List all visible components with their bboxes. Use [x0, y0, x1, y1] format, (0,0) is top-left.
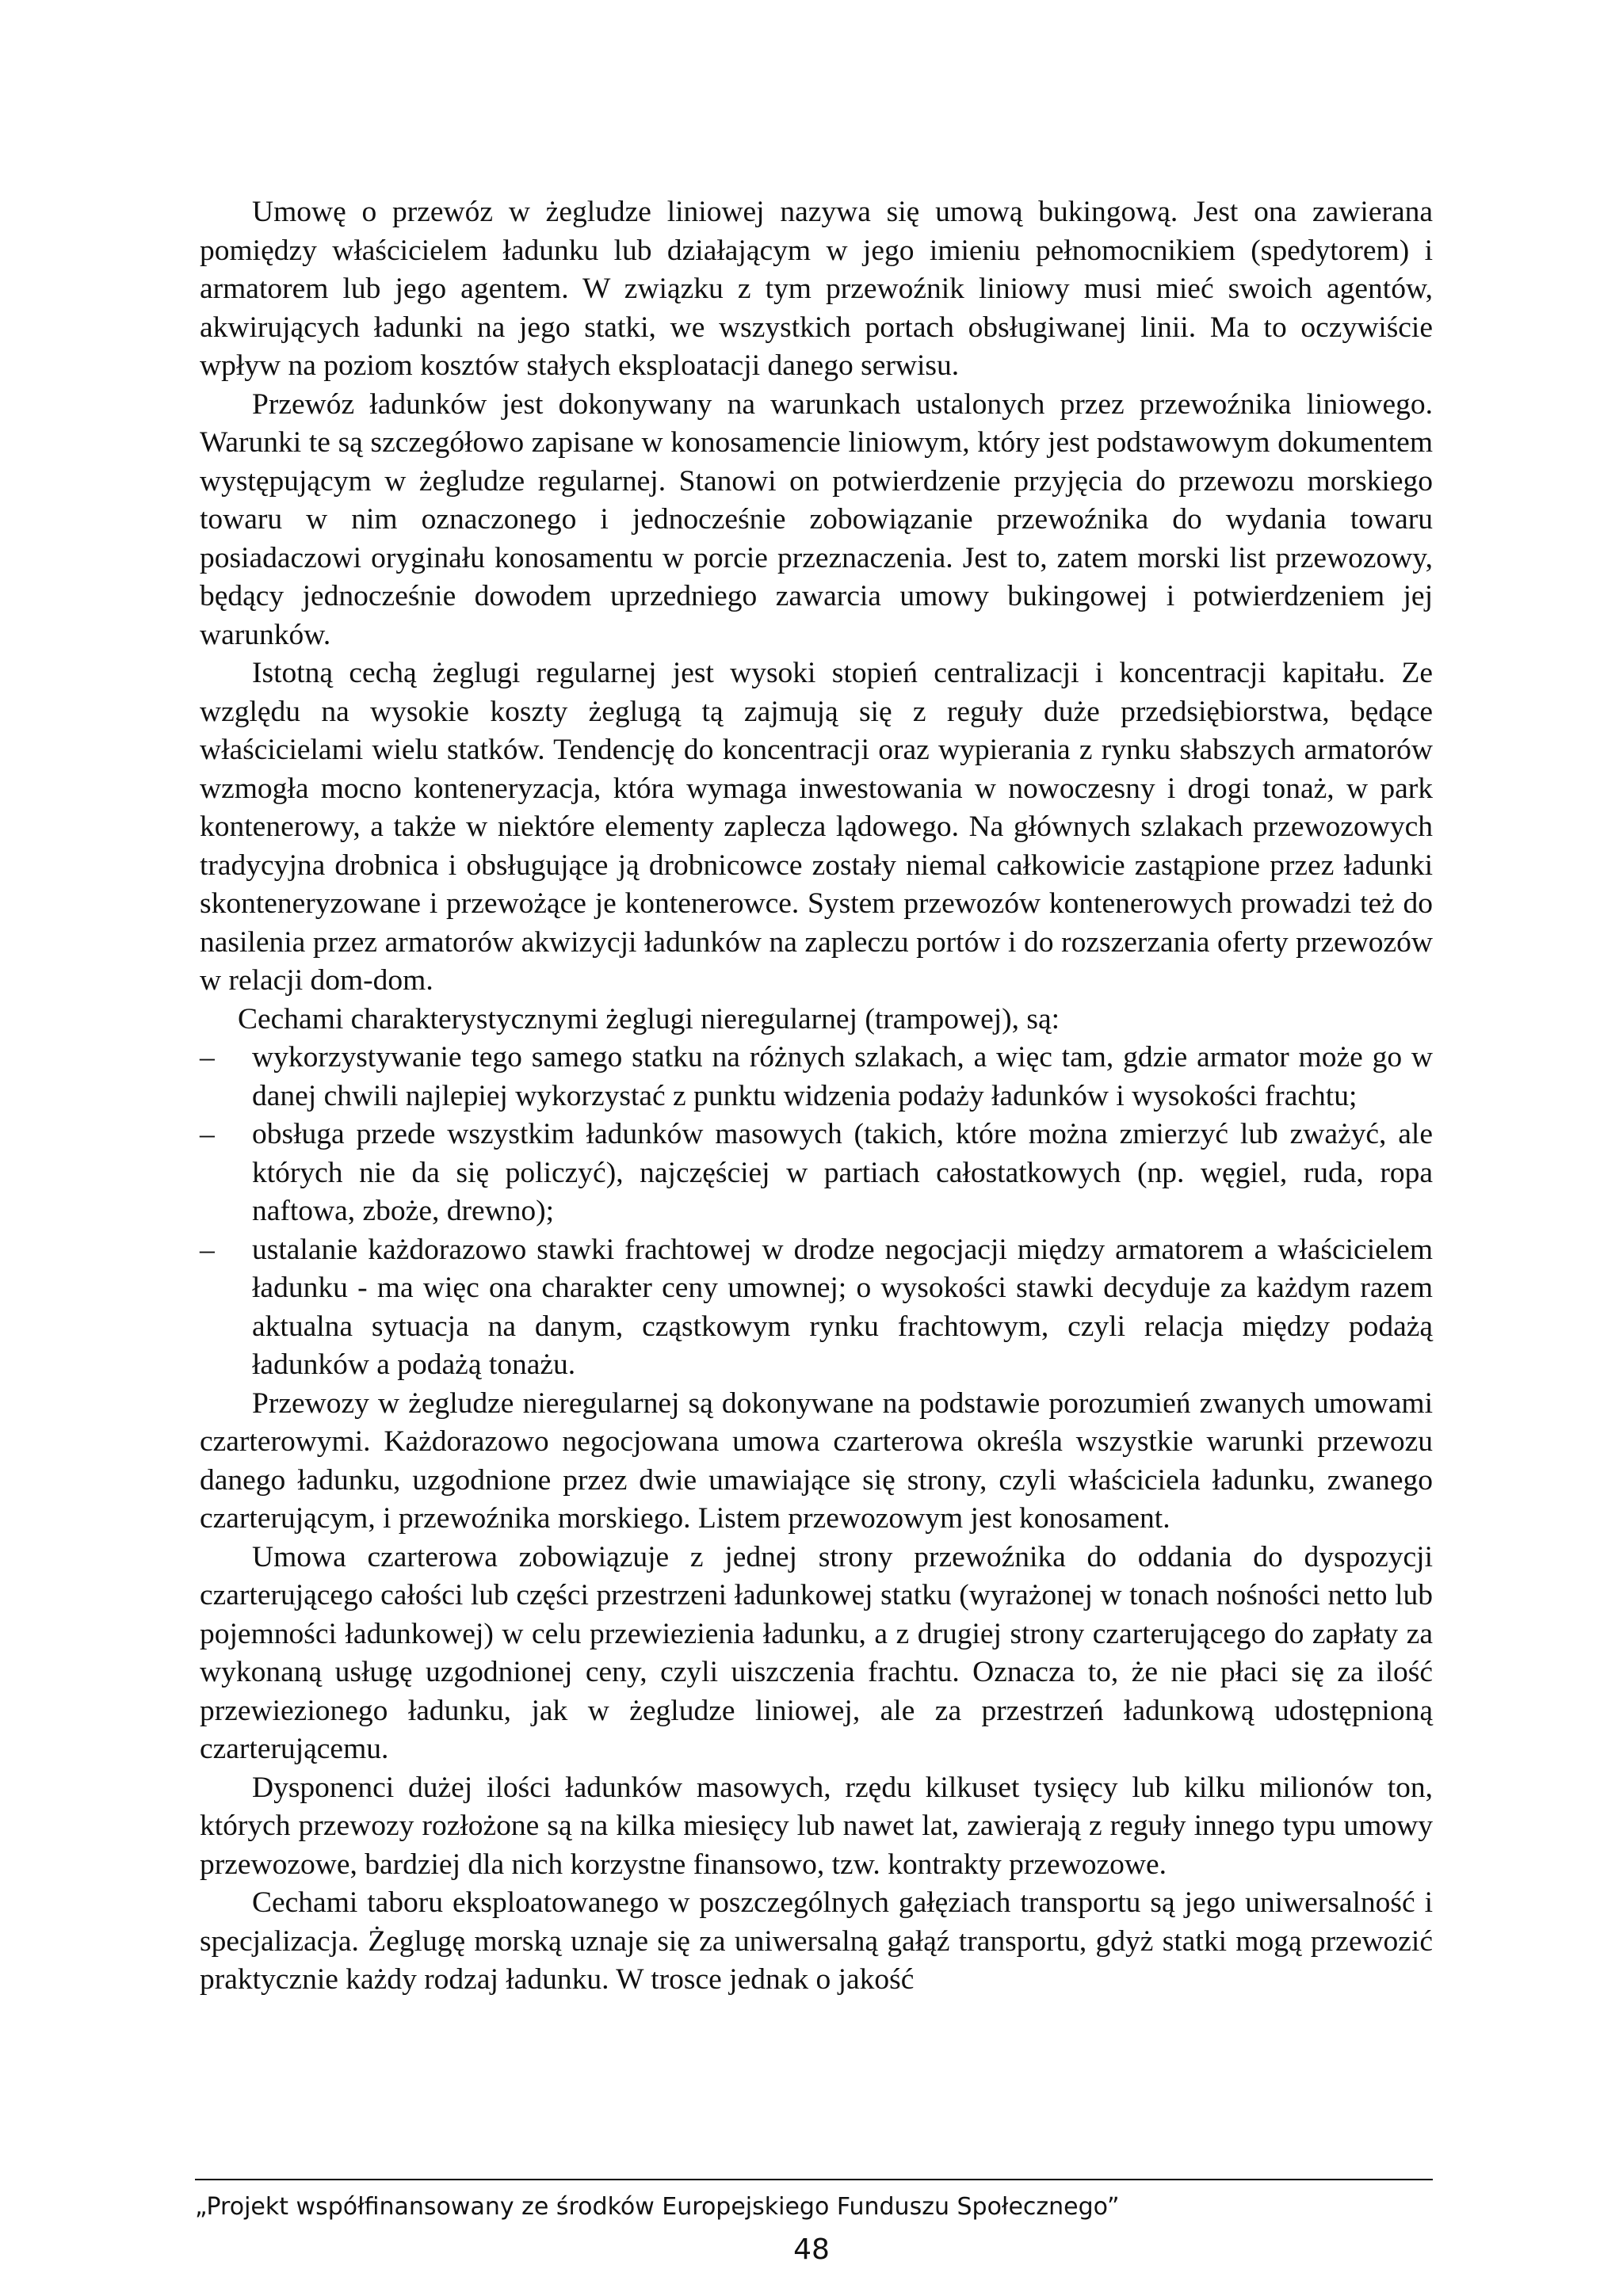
paragraph-regular-shipping: Istotną cechą żeglugi regularnej jest wysoki stopień centralizacji i koncentracji kapitału. Ze względu na wysokie koszty żeglugą tą zajmują się z reguły duże przedsiębiorstwa, będące właścicielami wielu statków. Tendencję do koncentracji oraz wypierania z rynku słabszych armatorów wzmogła mocno konteneryzacja, która wymaga inwestowania w nowoczesny i drogi tonaż, w park kontenerowy, a także w niektóre elementy zaplecza lądowego. Na głównych szlakach przewozowych tradycyjna drobnica i obsługujące ją drobnicowce zostały niemal całkowicie zastąpione przez ładunki skonteneryzowane i przewożące je kontenerowce. System przewozów kontenerowych prowadzi też do nasilenia przez armatorów akwizycji ładunków na zapleczu portów i do rozszerzania oferty przewozów w relacji dom-dom. — [200, 657, 1433, 997]
paragraph-fleet-features: Cechami taboru eksploatowanego w poszczególnych gałęziach transportu są jego uniwersalność i specjalizacja. Żeglugę morską uznaje się za uniwersalną gałąź transportu, gdyż statki mogą przewozić praktycznie każdy rodzaj ładunku. W trosce jednak o jakość — [200, 1886, 1433, 1996]
list-item-text: obsługa przede wszystkim ładunków masowych (takich, które można zmierzyć lub zważyć, ale których nie da się policzyć), najczęściej w partiach całostatkowych (np. węgiel, ruda, ropa naftowa, zboże, drewno); — [252, 1118, 1433, 1227]
list-item-text: wykorzystywanie tego samego statku na różnych szlakach, a więc tam, gdzie armator może go w danej chwili najlepiej wykorzystać z punktu widzenia podaży ładunków i wysokości frachtu; — [252, 1041, 1433, 1112]
list-item-text: ustalanie każdorazowo stawki frachtowej w drodze negocjacji między armatorem a właścicielem ładunku - ma więc ona charakter ceny umownej; o wysokości stawki decyduje za każdym razem aktualna sytuacja na danym, cząstkowym rynku frachtowym, czyli relacja między podażą ładunków a podażą tonażu. — [252, 1233, 1433, 1381]
list-marker: – — [200, 1041, 215, 1074]
footer-funding-note: „Projekt współfinansowany ze środków Europejskiego Funduszu Społecznego” — [195, 2193, 1120, 2221]
body-text — [200, 193, 1433, 2000]
paragraph-charter-agreements: Przewozy w żegludze nieregularnej są dokonywane na podstawie porozumień zwanych umowami czarterowymi. Każdorazowo negocjowana umowa czarterowa określa wszystkie warunki przewozu danego ładunku, uzgodnione przez dwie umawiające się strony, czyli właściciela ładunku, zwanego czarterującym, i przewoźnika morskiego. Listem przewozowym jest konosament. — [200, 1386, 1433, 1535]
page-number: 48 — [793, 2233, 830, 2266]
list-marker: – — [200, 1118, 215, 1150]
tramp-features-list — [200, 1039, 1433, 1385]
paragraph-charter-obligations: Umowa czarterowa zobowiązuje z jednej strony przewoźnika do oddania do dyspozycji czarterującego całości lub części przestrzeni ładunkowej statku (wyrażonej w tonach nośności netto lub pojemności ładunkowej) w celu przewiezienia ładunku, a z drugiej strony czarterującego do zapłaty za wykonaną usługę uzgodnionej ceny, czyli uiszczenia frachtu. Oznacza to, że nie płaci się za ilość przewiezionego ładunku, jak w żegludze liniowej, ale za przestrzeń ładunkową udostępnioną czarterującemu. — [200, 1540, 1433, 1765]
paragraph-bookings: Umowę o przewóz w żegludze liniowej nazywa się umową bukingową. Jest ona zawierana pomiędzy właścicielem ładunku lub działającym w jego imieniu pełnomocnikiem (spedytorem) i armatorem lub jego agentem. W związku z tym przewoźnik liniowy musi mieć swoich agentów, akwirujących ładunki na jego statki, we wszystkich portach obsługiwanej linii. Ma to oczywiście wpływ na poziom kosztów stałych eksploatacji danego serwisu. — [200, 196, 1433, 382]
paragraph-bill-of-lading: Przewóz ładunków jest dokonywany na warunkach ustalonych przez przewoźnika liniowego. Warunki te są szczegółowo zapisane w konosamencie liniowym, który jest podstawowym dokumentem występującym w żegludze regularnej. Stanowi on potwierdzenie przyjęcia do przewozu morskiego towaru w nim oznaczonego i jednocześnie zobowiązanie przewoźnika do wydania towaru posiadaczowi oryginału konosamentu w porcie przeznaczenia. Jest to, zatem morski list przewozowy, będący jednocześnie dowodem uprzedniego zawarcia umowy bukingowej i potwierdzeniem jej warunków. — [200, 387, 1433, 651]
list-item — [200, 1039, 1433, 1116]
paragraph-transport-contracts: Dysponenci dużej ilości ładunków masowych, rzędu kilkuset tysięcy lub kilku milionów ton, których przewozy rozłożone są na kilka miesięcy lub nawet lat, zawierają z reguły innego typu umowy przewozowe, bardziej dla nich korzystne finansowo, tzw. kontrakty przewozowe. — [200, 1771, 1433, 1881]
list-marker: – — [200, 1233, 215, 1266]
footer-divider — [195, 2179, 1433, 2180]
list-intro: Cechami charakterystycznymi żeglugi nieregularnej (trampowej), są: — [238, 1002, 1060, 1035]
list-item — [200, 1116, 1433, 1231]
list-item — [200, 1231, 1433, 1385]
